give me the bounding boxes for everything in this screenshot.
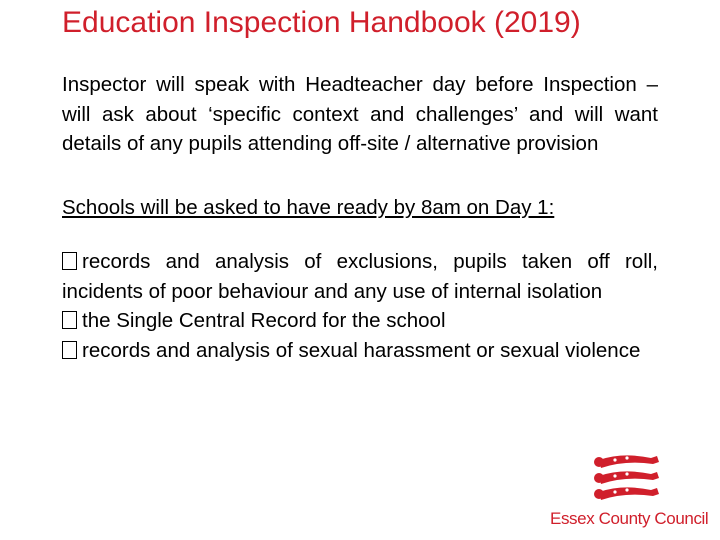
logo-text: Essex County Council (550, 509, 709, 528)
checkbox-icon (62, 341, 77, 359)
checkbox-icon (62, 311, 77, 329)
list-item-text: records and analysis of exclusions, pupils taken off roll, incidents of poor behaviour and any use of internal isolation (62, 250, 658, 303)
essex-seaxes-icon (593, 450, 663, 506)
list-heading: Schools will be asked to have ready by 8am on Day 1: (62, 195, 555, 219)
list-item (62, 247, 658, 306)
slide-title: Education Inspection Handbook (2019) (62, 6, 581, 39)
list-item (62, 336, 658, 366)
council-logo (545, 450, 720, 540)
list-item-text: the Single Central Record for the school (82, 309, 446, 332)
list-item (62, 306, 658, 336)
intro-paragraph: Inspector will speak with Headteacher day before Inspection – will ask about ‘specific context and challenges’ and will want details of any pupils attending off-site / alternative provision (62, 73, 658, 155)
checkbox-icon (62, 252, 77, 270)
slide-body (62, 70, 658, 365)
list-item-text: records and analysis of sexual harassment or sexual violence (82, 338, 641, 362)
